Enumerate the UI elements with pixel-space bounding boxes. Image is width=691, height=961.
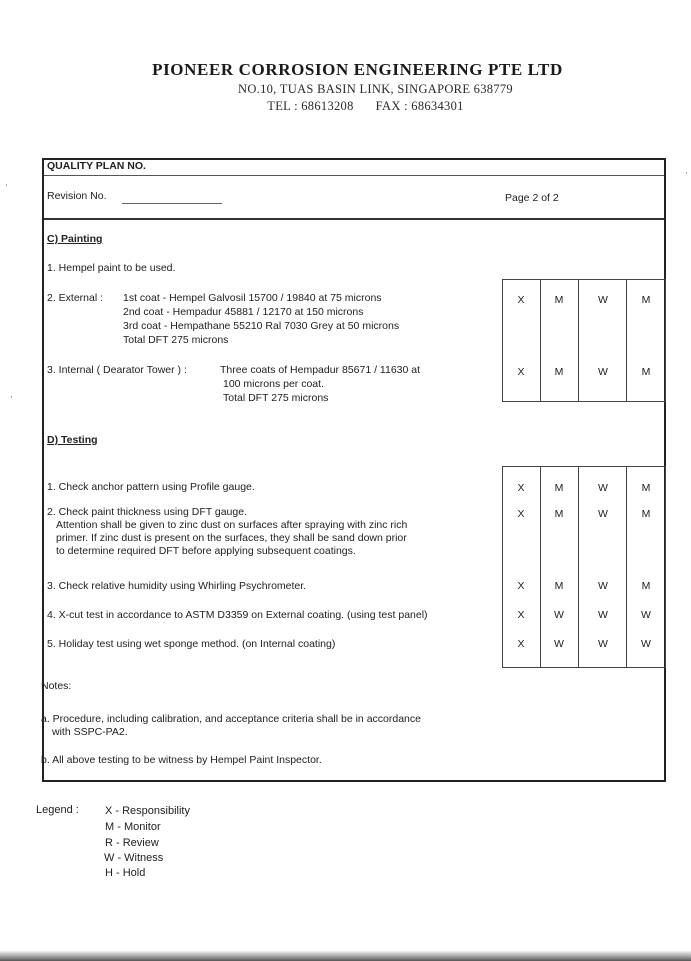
testing-item-4: 4. X-cut test in accordance to ASTM D3359 on External coating. (using test panel) — [47, 609, 428, 621]
quality-plan-form — [42, 158, 666, 782]
painting-item-3-line: 100 microns per coat. — [223, 378, 324, 390]
grid-divider — [540, 467, 541, 667]
painting-item-2-line: Total DFT 275 microns — [123, 334, 229, 346]
painting-item-2-line: 2nd coat - Hempadur 45881 / 12170 at 150 microns — [123, 306, 364, 318]
code-cell: W — [598, 609, 608, 621]
painting-item-2-line: 1st coat - Hempel Galvosil 15700 / 19840 at 75 microns — [123, 292, 382, 304]
section-heading-testing: D) Testing — [47, 434, 98, 446]
code-cell: M — [641, 508, 651, 520]
code-cell: M — [641, 294, 651, 306]
legend-entry: W - Witness — [104, 852, 164, 864]
page-indicator: Page 2 of 2 — [505, 192, 559, 204]
code-cell: X — [517, 294, 525, 306]
code-cell: W — [641, 609, 651, 621]
painting-item-3-label: 3. Internal ( Dearator Tower ) : — [47, 364, 187, 376]
legend-label: Legend : — [36, 804, 79, 816]
painting-item-3-line: Total DFT 275 microns — [223, 392, 329, 404]
grid-divider — [578, 467, 579, 667]
painting-item-2-label: 2. External : — [47, 292, 104, 304]
divider — [44, 218, 664, 220]
grid-divider — [626, 280, 627, 401]
painting-item-2-line: 3rd coat - Hempathane 55210 Ral 7030 Grey at 50 microns — [123, 320, 400, 332]
section-heading-painting: C) Painting — [47, 233, 103, 245]
note-a-line: with SSPC-PA2. — [52, 726, 128, 738]
code-cell: X — [517, 482, 525, 494]
scan-speck — [686, 172, 687, 174]
testing-item-2-line: Attention shall be given to zinc dust on surfaces after spraying with zinc rich — [56, 519, 408, 531]
grid-divider — [540, 280, 541, 401]
scan-speck — [11, 396, 12, 398]
testing-item-1: 1. Check anchor pattern using Profile gauge. — [47, 481, 255, 493]
code-cell: M — [641, 482, 651, 494]
grid-divider — [578, 280, 579, 401]
code-cell: M — [554, 508, 564, 520]
testing-responsibility-grid — [502, 466, 666, 668]
code-cell: W — [598, 508, 608, 520]
company-address: NO.10, TUAS BASIN LINK, SINGAPORE 638779 — [238, 82, 513, 96]
legend-entry: H - Hold — [105, 867, 146, 879]
page-edge-shadow — [0, 951, 691, 961]
company-name: PIONEER CORROSION ENGINEERING PTE LTD — [152, 60, 563, 79]
code-cell: X — [517, 609, 525, 621]
code-cell: W — [554, 609, 564, 621]
fax: FAX : 68634301 — [375, 99, 464, 113]
testing-item-3: 3. Check relative humidity using Whirling Psychrometer. — [47, 580, 307, 592]
code-cell: X — [517, 508, 525, 520]
code-cell: M — [641, 366, 651, 378]
legend-entry: R - Review — [105, 837, 159, 849]
revision-field[interactable] — [122, 203, 222, 204]
code-cell: M — [554, 366, 564, 378]
code-cell: W — [598, 294, 608, 306]
code-cell: W — [598, 638, 608, 650]
testing-item-2: 2. Check paint thickness using DFT gauge. — [47, 506, 247, 518]
legend-entry: X - Responsibility — [105, 805, 190, 817]
code-cell: W — [598, 482, 608, 494]
code-cell: X — [517, 638, 525, 650]
code-cell: W — [554, 638, 564, 650]
note-b: b. All above testing to be witness by Hempel Paint Inspector. — [41, 754, 322, 766]
painting-responsibility-grid — [502, 279, 666, 402]
painting-item-3-line: Three coats of Hempadur 85671 / 11630 at — [220, 364, 421, 376]
grid-divider — [626, 467, 627, 667]
note-a: a. Procedure, including calibration, and acceptance criteria shall be in accordance — [41, 713, 421, 725]
telephone: TEL : 68613208 — [267, 99, 354, 113]
quality-plan-label: QUALITY PLAN NO. — [47, 160, 146, 172]
code-cell: X — [517, 580, 525, 592]
painting-item-1: 1. Hempel paint to be used. — [47, 262, 176, 274]
divider — [44, 175, 664, 176]
testing-item-2-line: to determine required DFT before applying subsequent coatings. — [56, 545, 356, 557]
code-cell: M — [554, 580, 564, 592]
code-cell: W — [598, 366, 608, 378]
code-cell: M — [641, 580, 651, 592]
testing-item-5: 5. Holiday test using wet sponge method. (on Internal coating) — [47, 638, 336, 650]
code-cell: W — [641, 638, 651, 650]
code-cell: M — [554, 482, 564, 494]
revision-label: Revision No. — [47, 190, 107, 202]
code-cell: M — [554, 294, 564, 306]
contact-line — [20, 99, 691, 114]
code-cell: X — [517, 366, 525, 378]
scan-speck — [6, 184, 7, 186]
notes-heading: Notes: — [41, 680, 72, 692]
testing-item-2-line: primer. If zinc dust is present on the surfaces, they shall be sand down prior — [56, 532, 407, 544]
code-cell: W — [598, 580, 608, 592]
legend-entry: M - Monitor — [105, 821, 161, 833]
